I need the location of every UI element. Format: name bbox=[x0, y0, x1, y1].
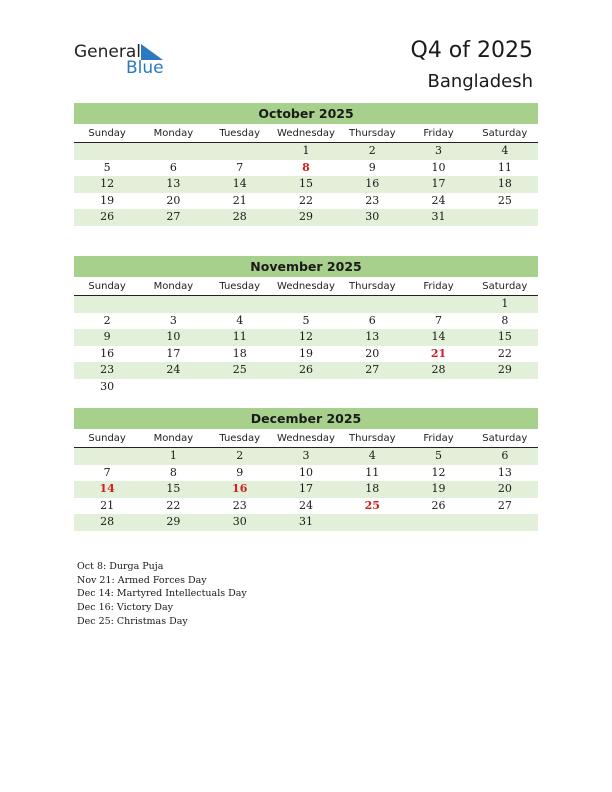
week-row bbox=[74, 329, 538, 346]
day-cell: 12 bbox=[298, 330, 313, 343]
day-cell: 16 bbox=[365, 177, 380, 190]
day-cell bbox=[339, 296, 405, 313]
day-cell bbox=[207, 296, 273, 313]
page-title: Q4 of 2025 bbox=[410, 38, 533, 63]
day-cell: 29 bbox=[166, 515, 181, 528]
day-cell bbox=[273, 296, 339, 313]
day-cell: 25 bbox=[232, 363, 247, 376]
day-cell: 11 bbox=[365, 465, 380, 479]
day-cell: 2 bbox=[368, 144, 376, 157]
month-header: December 2025 bbox=[74, 408, 538, 429]
weekday-label: Thursday bbox=[349, 433, 396, 444]
weekday-label: Saturday bbox=[482, 281, 528, 292]
day-cell bbox=[74, 296, 140, 313]
day-cell: 4 bbox=[368, 449, 376, 462]
week-row bbox=[74, 362, 538, 379]
day-cell bbox=[339, 379, 405, 396]
day-cell: 12 bbox=[100, 177, 115, 190]
month-header: October 2025 bbox=[74, 103, 538, 124]
day-cell: 16 bbox=[100, 346, 115, 360]
holiday-day-cell: 8 bbox=[302, 160, 310, 174]
holiday-entry: Nov 21: Armed Forces Day bbox=[77, 574, 207, 586]
holiday-entry: Dec 14: Martyred Intellectuals Day bbox=[77, 588, 247, 600]
day-cell: 1 bbox=[501, 297, 509, 310]
holiday-entry: Dec 16: Victory Day bbox=[77, 602, 174, 614]
day-cell: 11 bbox=[497, 160, 512, 174]
day-cell: 20 bbox=[497, 482, 512, 495]
weekday-label: Sunday bbox=[88, 128, 126, 139]
holiday-day-cell: 16 bbox=[232, 482, 248, 495]
day-cell: 6 bbox=[368, 313, 376, 327]
day-cell bbox=[472, 514, 538, 531]
day-cell bbox=[339, 514, 405, 531]
day-cell: 12 bbox=[431, 465, 446, 479]
day-cell: 5 bbox=[435, 449, 443, 462]
day-cell: 18 bbox=[365, 482, 380, 495]
day-cell: 24 bbox=[431, 193, 446, 207]
day-cell: 23 bbox=[365, 193, 380, 207]
weekday-label: Friday bbox=[423, 433, 454, 444]
day-cell bbox=[405, 379, 471, 396]
day-cell: 8 bbox=[501, 313, 509, 327]
day-cell: 25 bbox=[497, 193, 512, 207]
month-december bbox=[74, 408, 538, 531]
day-cell: 29 bbox=[497, 363, 512, 376]
month-november bbox=[74, 256, 538, 395]
day-cell: 10 bbox=[166, 330, 181, 343]
day-cell: 10 bbox=[298, 465, 313, 479]
day-cell: 20 bbox=[166, 193, 181, 207]
weekday-header-row bbox=[74, 430, 538, 448]
day-cell: 20 bbox=[365, 346, 380, 360]
day-cell: 19 bbox=[431, 482, 446, 495]
day-cell: 2 bbox=[103, 313, 111, 327]
day-cell bbox=[140, 143, 206, 160]
day-cell: 3 bbox=[302, 449, 310, 462]
holiday-day-cell: 14 bbox=[99, 482, 115, 495]
day-cell: 9 bbox=[368, 160, 376, 174]
week-row bbox=[74, 313, 538, 330]
day-cell: 30 bbox=[100, 379, 115, 393]
day-cell: 28 bbox=[431, 363, 446, 376]
day-cell bbox=[405, 296, 471, 313]
day-cell: 22 bbox=[497, 346, 512, 360]
day-cell: 28 bbox=[100, 515, 115, 528]
day-cell: 22 bbox=[166, 498, 181, 512]
holiday-entry: Oct 8: Durga Puja bbox=[77, 561, 164, 572]
week-row bbox=[74, 160, 538, 177]
weekday-label: Monday bbox=[153, 281, 194, 292]
day-cell: 7 bbox=[435, 313, 443, 327]
holiday-list bbox=[77, 560, 247, 628]
day-cell: 26 bbox=[298, 363, 313, 376]
day-cell: 17 bbox=[298, 482, 313, 495]
day-cell: 11 bbox=[232, 330, 247, 343]
day-cell: 31 bbox=[431, 210, 446, 223]
day-cell bbox=[74, 448, 140, 465]
day-cell: 4 bbox=[236, 313, 244, 327]
day-cell: 27 bbox=[166, 210, 181, 223]
weekday-label: Thursday bbox=[349, 128, 396, 139]
day-cell: 27 bbox=[497, 498, 512, 512]
holiday-day-cell: 25 bbox=[364, 498, 380, 512]
day-cell: 1 bbox=[169, 449, 177, 462]
day-cell: 29 bbox=[298, 210, 313, 223]
day-cell: 15 bbox=[298, 177, 313, 190]
weekday-label: Sunday bbox=[88, 281, 126, 292]
day-cell: 17 bbox=[166, 346, 181, 360]
day-cell: 24 bbox=[298, 498, 313, 512]
weekday-label: Sunday bbox=[88, 433, 126, 444]
day-cell: 19 bbox=[298, 346, 313, 360]
day-cell: 9 bbox=[236, 465, 244, 479]
day-cell: 4 bbox=[501, 144, 509, 157]
day-cell: 15 bbox=[497, 330, 512, 343]
day-cell: 26 bbox=[431, 498, 446, 512]
day-cell: 2 bbox=[236, 449, 244, 462]
weekday-label: Wednesday bbox=[277, 433, 335, 444]
day-cell bbox=[405, 514, 471, 531]
day-cell: 9 bbox=[103, 330, 111, 343]
day-cell bbox=[273, 379, 339, 396]
day-cell: 26 bbox=[100, 210, 115, 223]
day-cell: 24 bbox=[166, 363, 181, 376]
day-cell: 31 bbox=[298, 515, 313, 528]
day-cell: 13 bbox=[497, 465, 512, 479]
day-cell: 30 bbox=[365, 210, 380, 223]
day-cell bbox=[472, 209, 538, 226]
day-cell: 23 bbox=[100, 363, 115, 376]
week-row bbox=[74, 379, 538, 396]
day-cell: 14 bbox=[431, 330, 446, 343]
month-october bbox=[74, 103, 538, 226]
day-cell: 21 bbox=[100, 498, 115, 512]
week-row bbox=[74, 209, 538, 226]
weekday-label: Wednesday bbox=[277, 128, 335, 139]
day-cell: 6 bbox=[169, 160, 177, 174]
day-cell bbox=[74, 143, 140, 160]
day-cell: 30 bbox=[232, 515, 247, 528]
day-cell: 18 bbox=[497, 177, 512, 190]
country-name: Bangladesh bbox=[427, 71, 533, 92]
day-cell: 7 bbox=[236, 160, 244, 174]
day-cell: 5 bbox=[103, 160, 111, 174]
week-row bbox=[74, 296, 538, 313]
day-cell: 23 bbox=[232, 498, 247, 512]
month-header: November 2025 bbox=[74, 256, 538, 277]
weekday-label: Tuesday bbox=[219, 128, 261, 139]
weekday-header-row bbox=[74, 125, 538, 143]
day-cell: 18 bbox=[232, 346, 247, 360]
weekday-label: Monday bbox=[153, 128, 194, 139]
day-cell bbox=[472, 379, 538, 396]
day-cell: 3 bbox=[169, 313, 177, 327]
day-cell: 1 bbox=[302, 144, 310, 157]
weekday-label: Tuesday bbox=[219, 433, 261, 444]
day-cell: 10 bbox=[431, 160, 446, 174]
weekday-label: Friday bbox=[423, 281, 454, 292]
day-cell: 8 bbox=[169, 465, 177, 479]
week-row bbox=[74, 143, 538, 160]
day-cell: 7 bbox=[103, 465, 111, 479]
logo-text-blue: Blue bbox=[126, 58, 164, 78]
day-cell: 27 bbox=[365, 363, 380, 376]
day-cell: 14 bbox=[232, 177, 247, 190]
weekday-label: Friday bbox=[423, 128, 454, 139]
week-row bbox=[74, 481, 538, 498]
weekday-label: Thursday bbox=[349, 281, 396, 292]
week-row bbox=[74, 498, 538, 515]
logo-text-general: General bbox=[74, 42, 141, 62]
week-row bbox=[74, 346, 538, 363]
week-row bbox=[74, 193, 538, 210]
weekday-label: Saturday bbox=[482, 128, 528, 139]
day-cell: 15 bbox=[166, 482, 181, 495]
day-cell: 21 bbox=[232, 193, 247, 207]
day-cell: 13 bbox=[365, 330, 380, 343]
day-cell: 19 bbox=[100, 193, 115, 207]
week-row bbox=[74, 448, 538, 465]
weekday-header-row bbox=[74, 278, 538, 296]
day-cell bbox=[207, 379, 273, 396]
day-cell: 13 bbox=[166, 177, 181, 190]
day-cell bbox=[140, 379, 206, 396]
day-cell: 5 bbox=[302, 313, 310, 327]
weekday-label: Wednesday bbox=[277, 281, 335, 292]
week-row bbox=[74, 514, 538, 531]
week-row bbox=[74, 465, 538, 482]
holiday-entry: Dec 25: Christmas Day bbox=[77, 615, 188, 627]
weekday-label: Saturday bbox=[482, 433, 528, 444]
day-cell: 6 bbox=[501, 449, 509, 462]
day-cell bbox=[140, 296, 206, 313]
day-cell: 3 bbox=[435, 144, 443, 157]
weekday-label: Monday bbox=[153, 433, 194, 444]
day-cell bbox=[207, 143, 273, 160]
day-cell: 17 bbox=[431, 177, 446, 190]
weekday-label: Tuesday bbox=[219, 281, 261, 292]
week-row bbox=[74, 176, 538, 193]
day-cell: 22 bbox=[298, 193, 313, 207]
generalblue-logo bbox=[74, 42, 174, 78]
holiday-day-cell: 21 bbox=[430, 346, 447, 360]
day-cell: 28 bbox=[232, 210, 247, 223]
